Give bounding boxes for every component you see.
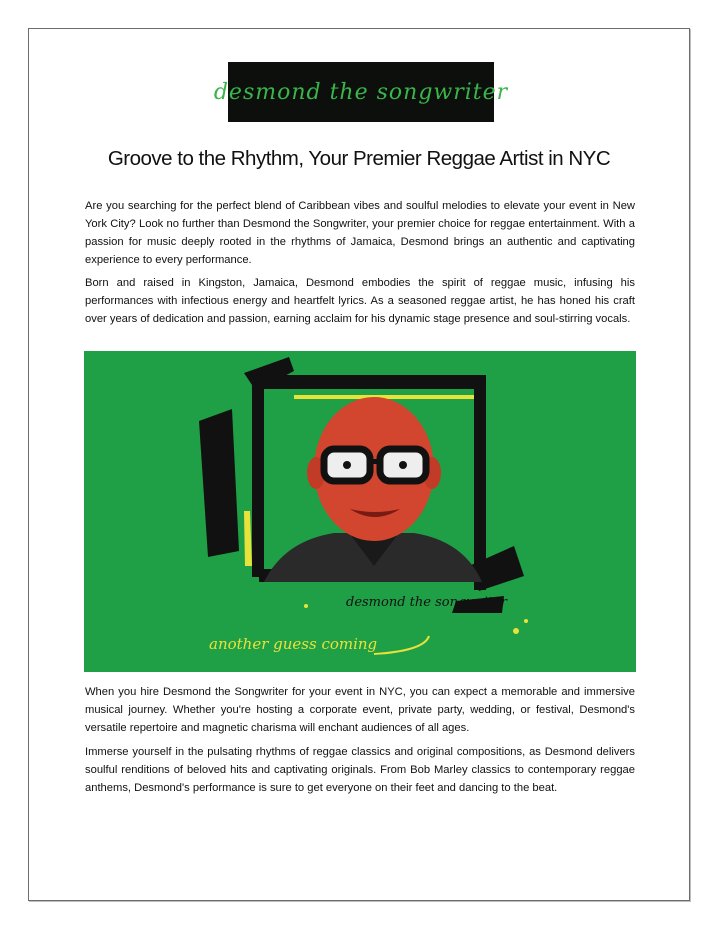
intro-paragraph: Are you searching for the perfect blend of Caribbean vibes and soulful melodies to elevate your event in New York City? Look no further than Desmond the Songwriter, your premier choice for reggae entertainment. With a passion for music deeply rooted in the rhythms of Jamaica, Desmond brings an authentic and captivating experience to every performance. (85, 200, 635, 267)
background-paragraph: Born and raised in Kingston, Jamaica, Desmond embodies the spirit of reggae music, infusing his performances with infectious energy and heartfelt lyrics. As a seasoned reggae artist, he has honed his craft over years of dedication and passion, earning acclaim for his dynamic stage presence and soul-stirring vocals. (85, 277, 635, 326)
repertoire-paragraph: Immerse yourself in the pulsating rhythms of reggae classics and original compositions, as Desmond delivers soulful renditions of beloved hits and captivating originals. From Bob Marley classics to contemporary reggae anthems, Desmond's performance is sure to get everyone on their feet and dancing to the beat. (85, 746, 635, 795)
brand-logo-text: desmond the songwriter (213, 79, 509, 105)
document-page (28, 28, 690, 901)
page-title: Groove to the Rhythm, Your Premier Reggae Artist in NYC (107, 147, 611, 170)
artist-illustration (84, 351, 636, 672)
artist-portrait-svg (84, 351, 636, 672)
event-paragraph: When you hire Desmond the Songwriter for your event in NYC, you can expect a memorable and immersive musical journey. Whether you're hosting a corporate event, private party, wedding, or festival, Desmond's versatile repertoire and magnetic charisma will enchant audiences of all ages. (85, 686, 635, 735)
brand-logo (213, 62, 509, 122)
artwork-caption-name: desmond the songwriter (346, 595, 507, 610)
artwork-caption-tag: another guess coming (209, 635, 378, 653)
